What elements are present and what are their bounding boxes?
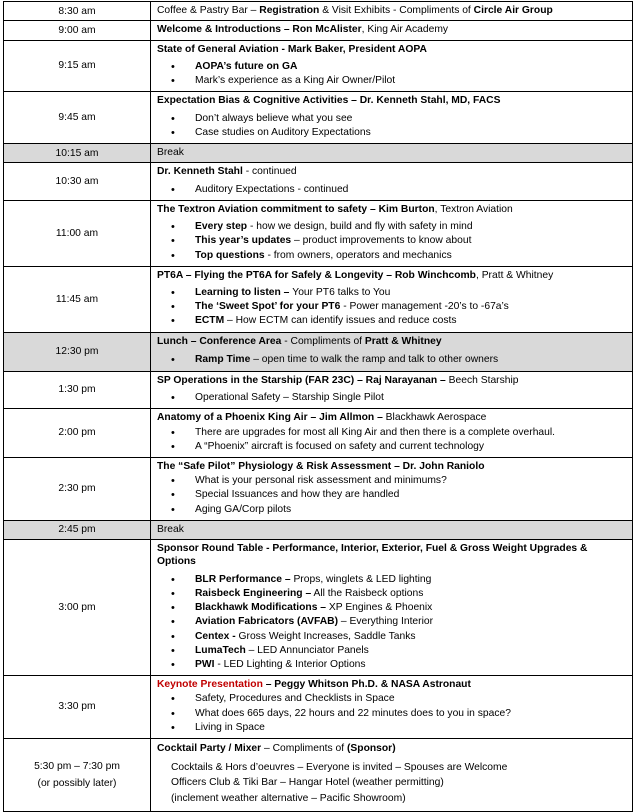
time-cell [4,409,151,458]
text-run: This year’s updates [195,235,292,247]
bullet-item [171,126,628,140]
agenda-row [4,144,633,163]
text-run: Dr. Kenneth Stahl [157,166,243,178]
agenda-row [4,200,633,266]
text-run: Sponsor Round Table - Performance, Interior, Exterior, Fuel & Gross Weight Upgrades & Options [157,543,588,568]
text-run: AOPA’s future on GA [195,60,298,72]
bullet-item [171,112,628,126]
session-title [157,374,628,387]
bullet-item [171,503,628,517]
time-cell [4,163,151,201]
text-run: - Compliments of [281,336,365,348]
session-title [157,23,628,36]
session-title [157,165,628,178]
text-run: - continued [242,166,297,178]
session-cell [151,266,633,332]
text-run: , Pratt & Whitney [475,269,554,281]
text-run: - LED Lighting & Interior Options [214,658,366,670]
bullet-item [171,692,628,706]
time-label: 12:30 pm [55,346,99,358]
text-run: , Textron Aviation [434,203,513,215]
text-run: There are upgrades for most all King Air and then there is a complete overhaul. [195,426,556,438]
bullet-item [171,630,628,644]
text-run: – Everything Interior [338,616,434,628]
bullet-item [171,721,628,735]
bullet-item [171,249,628,263]
time-label: 9:15 am [58,60,96,72]
text-run: Blackhawk Modifications – [195,602,327,614]
text-run: The “Safe Pilot” Physiology & Risk Assessment – Dr. John Raniolo [157,460,485,472]
text-run: – LED Annunciator Panels [245,644,369,656]
session-cell [151,92,633,144]
agenda-row [4,266,633,332]
bullet-item [171,615,628,629]
time-note: (or possibly later) [37,777,117,789]
session-title [157,678,628,691]
text-run: The ‘Sweet Spot’ for your PT6 [195,301,341,313]
bullet-item [171,474,628,488]
session-bullets [157,183,628,197]
bullet-item [171,644,628,658]
session-title [157,523,628,536]
text-run: Registration [259,5,320,16]
text-run: Pratt & Whitney [364,336,442,348]
bullet-item [171,573,628,587]
time-label: 5:30 pm – 7:30 pm [34,761,120,773]
detail-line: Cocktails & Hors d’oeuvres – Everyone is invited – Spouses are Welcome [171,761,508,773]
text-run: Ramp Time [195,353,251,365]
text-run: & Visit Exhibits - Compliments of [319,5,474,16]
agenda-row [4,2,633,21]
bullet-item [171,183,628,197]
session-cell [151,332,633,371]
agenda-row [4,40,633,92]
bullet-item [171,300,628,314]
text-run: Coffee & Pastry Bar – [157,5,260,16]
time-label: 9:45 am [58,112,96,123]
time-label: 11:00 am [55,227,99,239]
text-run: What is your personal risk assessment and minimums? [195,475,447,487]
text-run: Don’t always believe what you see [195,112,353,124]
text-run: XP Engines & Phoenix [326,602,433,614]
agenda-row [4,332,633,371]
text-run: Lunch – Conference Area [157,336,282,348]
keynote-label: Keynote Presentation [157,679,263,691]
session-cell [151,144,633,163]
session-bullets [157,474,628,517]
session-title [157,203,628,216]
session-bullets [157,112,628,140]
bullet-item [171,391,628,405]
time-cell [4,520,151,539]
agenda-row [4,409,633,458]
text-run: Raisbeck Engineering – [195,587,312,599]
event-details [157,760,628,807]
session-cell [151,676,633,739]
session-cell [151,200,633,266]
text-run: Beech Starship [448,374,519,386]
text-run: Living in Space [195,721,265,733]
text-run: Props, winglets & LED lighting [293,573,432,585]
agenda-table [3,1,633,812]
text-run: BLR Performance – [195,573,294,585]
text-run: State of General Aviation - Mark Baker, President AOPA [157,43,427,55]
time-cell [4,540,151,676]
session-title [157,146,628,159]
text-run: Aviation Fabricators (AVFAB) [195,616,339,628]
time-label: 2:00 pm [58,427,96,439]
text-run: – Peggy Whitson Ph.D. & NASA Astronaut [262,679,471,691]
bullet-item [171,314,628,328]
agenda-row [4,520,633,539]
time-label: 3:00 pm [58,601,96,613]
text-run: Learning to listen – [195,287,293,299]
bullet-item [171,220,628,234]
text-run: Every step [195,221,248,233]
time-cell [4,457,151,520]
bullet-item [171,426,628,440]
agenda-row [4,540,633,676]
session-title [157,94,628,107]
text-run: Break [157,523,184,535]
detail-line: Officers Club & Tiki Bar – Hangar Hotel (weather permitting) [171,777,444,789]
session-bullets [157,391,628,405]
session-cell [151,40,633,92]
time-label: 3:30 pm [58,701,96,713]
agenda-row [4,371,633,409]
session-cell [151,163,633,201]
time-cell [4,21,151,40]
session-cell [151,540,633,676]
text-run: – How ECTM can identify issues and reduce costs [224,315,457,327]
text-run: - how we design, build and fly with safety in mind [247,221,473,233]
bullet-item [171,74,628,88]
text-run: Welcome & Introductions – Ron McAlister [157,24,362,36]
time-cell [4,676,151,739]
session-title [157,335,628,348]
text-run: The Textron Aviation commitment to safety – Kim Burton [157,203,435,215]
time-cell [4,92,151,144]
agenda-row [4,163,633,201]
time-cell [4,739,151,812]
time-label: 2:30 pm [58,483,96,495]
time-cell [4,200,151,266]
text-run: Centex - [195,630,239,642]
session-cell [151,520,633,539]
agenda-row [4,739,633,812]
text-run: Circle Air Group [473,5,553,16]
time-label: 10:30 am [55,175,99,187]
text-run: LumaTech [195,644,246,656]
session-cell [151,21,633,40]
session-title [157,411,628,424]
time-label: 9:00 am [58,24,96,36]
time-label: 10:15 am [55,147,99,159]
session-bullets [157,60,628,88]
detail-line: (inclement weather alternative – Pacific Showroom) [171,792,406,804]
session-cell [151,409,633,458]
session-title [157,742,628,755]
bullet-item [171,658,628,672]
time-cell [4,266,151,332]
time-label: 8:30 am [58,5,96,17]
session-bullets [157,286,628,329]
text-run: Safety, Procedures and Checklists in Space [195,693,395,705]
session-title [157,4,628,17]
session-bullets [157,220,628,263]
session-cell [151,457,633,520]
session-bullets [157,353,628,367]
text-run: - Power management -20’s to -67a’s [340,301,509,313]
session-cell [151,739,633,812]
time-cell [4,144,151,163]
text-run: Top questions [195,249,265,261]
agenda-row [4,676,633,739]
text-run: Anatomy of a Phoenix King Air – Jim Allmon – [157,412,386,424]
time-cell [4,332,151,371]
text-run: PWI [195,658,215,670]
session-title [157,43,628,56]
agenda-body [4,2,633,812]
text-run: Gross Weight Increases, Saddle Tanks [238,630,416,642]
text-run: What does 665 days, 22 hours and 22 minutes does to you in space? [195,707,511,719]
text-run: – open time to walk the ramp and talk to other owners [250,353,499,365]
agenda-page [3,1,633,812]
bullet-item [171,587,628,601]
bullet-item [171,234,628,248]
bullet-item [171,286,628,300]
text-run: Cocktail Party / Mixer [157,743,262,755]
text-run: Expectation Bias & Cognitive Activities – Dr. Kenneth Stahl, MD, FACS [157,95,501,107]
bullet-item [171,601,628,615]
agenda-row [4,92,633,144]
time-label: 1:30 pm [58,384,96,396]
time-cell [4,2,151,21]
bullet-item [171,60,628,74]
bullet-item [171,488,628,502]
time-label: 11:45 am [55,293,99,305]
bullet-item [171,707,628,721]
time-cell [4,40,151,92]
text-run: – product improvements to know about [291,235,472,247]
text-run: Your PT6 talks to You [292,287,391,299]
bullet-item [171,440,628,454]
text-run: All the Raisbeck options [311,587,424,599]
text-run: Operational Safety – Starship Single Pilot [195,392,384,403]
text-run: Blackhawk Aerospace [385,412,487,424]
text-run: ECTM [195,315,225,327]
time-label: 2:45 pm [58,524,96,536]
text-run: Special Issuances and how they are handled [195,489,400,501]
text-run: SP Operations in the Starship (FAR 23C) – Raj Narayanan – [157,374,449,386]
agenda-row [4,21,633,40]
text-run: Mark’s experience as a King Air Owner/Pilot [195,75,396,87]
text-run: Auditory Expectations - continued [195,183,349,195]
session-bullets [157,573,628,672]
text-run: A “Phoenix” aircraft is focused on safety and current technology [195,440,485,452]
time-cell [4,371,151,409]
session-bullets [157,426,628,454]
session-cell [151,2,633,21]
text-run: , King Air Academy [361,24,449,36]
text-run: - from owners, operators and mechanics [264,249,452,261]
session-cell [151,371,633,409]
bullet-item [171,353,628,367]
text-run: Case studies on Auditory Expectations [195,126,371,138]
text-run: Aging GA/Corp pilots [195,503,292,515]
session-title [157,269,628,282]
text-run: – Compliments of [261,743,347,755]
agenda-row [4,457,633,520]
text-run: PT6A – Flying the PT6A for Safely & Longevity – Rob Winchcomb [157,269,476,281]
session-title [157,460,628,473]
text-run: Break [157,147,184,158]
session-bullets [157,692,628,735]
session-title [157,542,628,569]
text-run: (Sponsor) [347,743,396,755]
